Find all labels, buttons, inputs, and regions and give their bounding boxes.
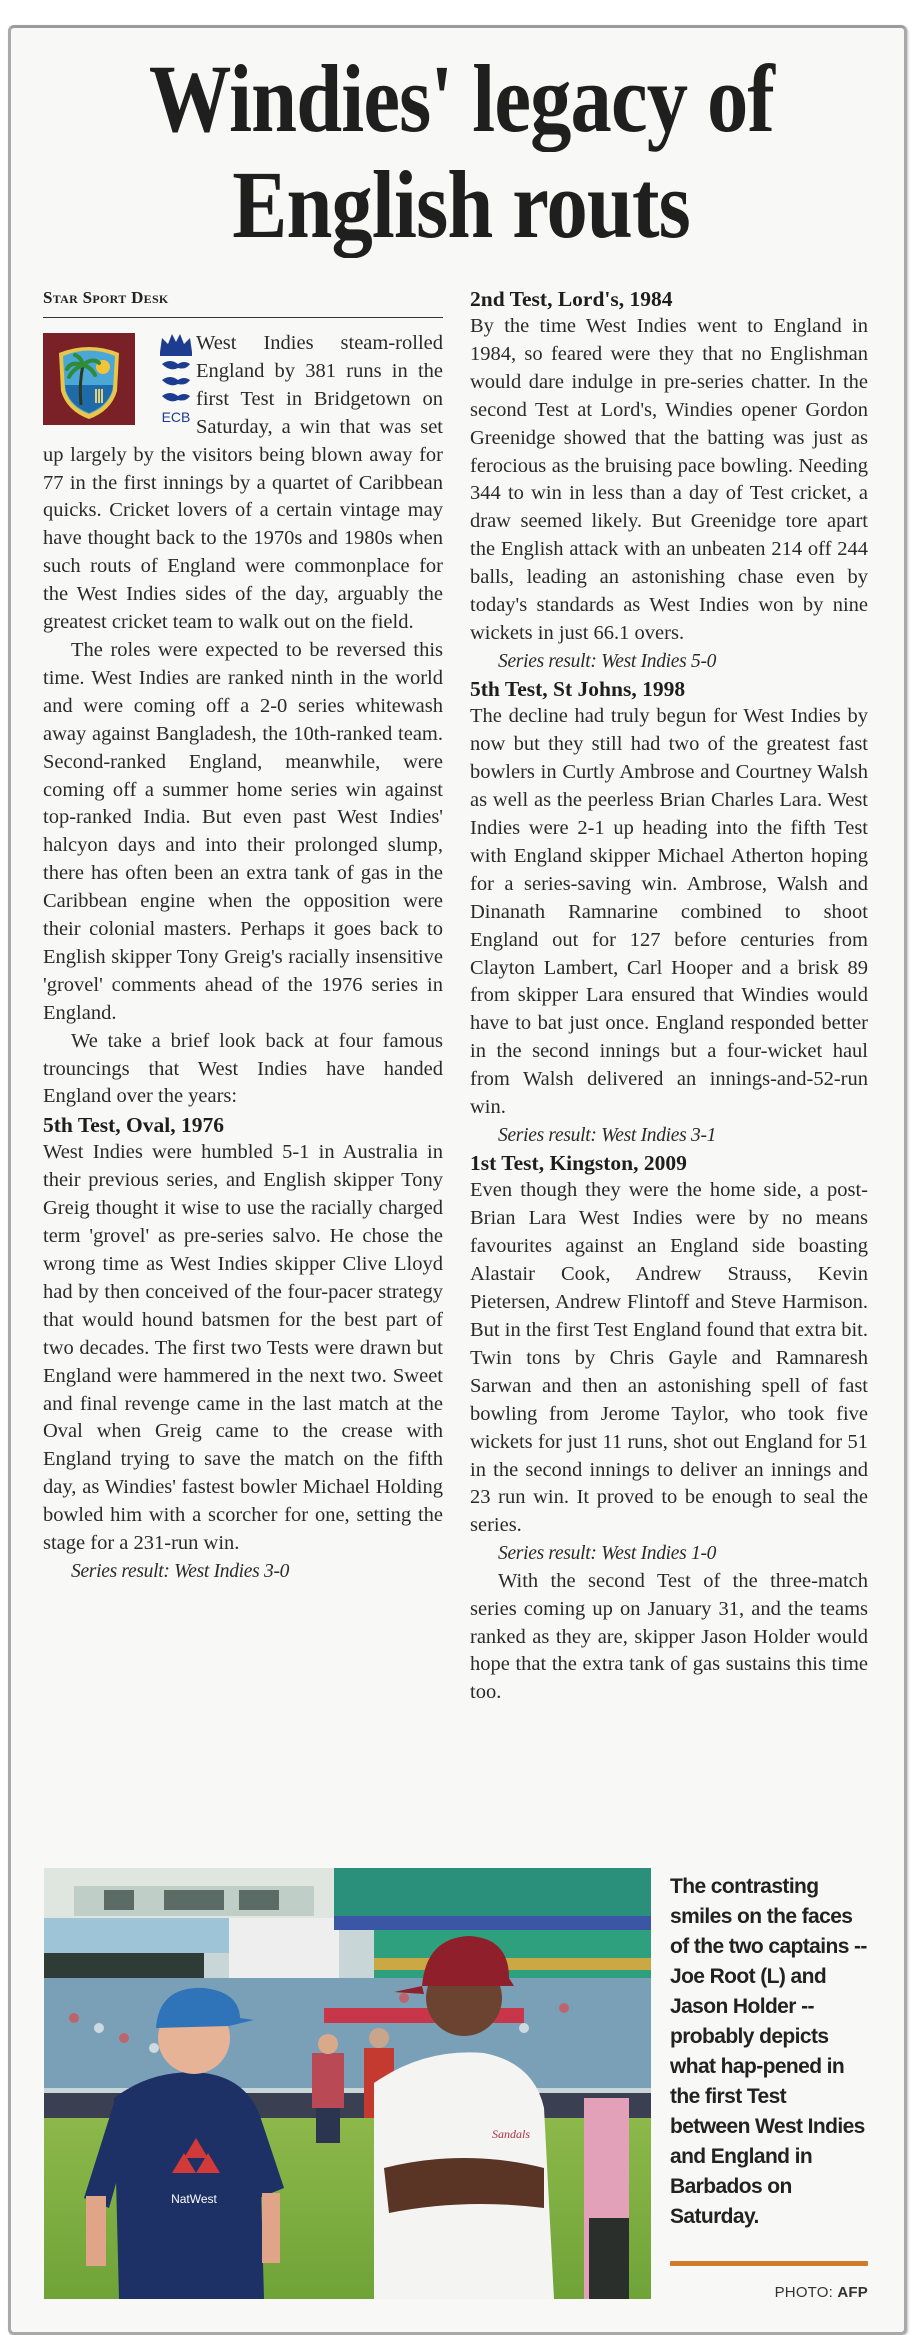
section-body-lords-1984: By the time West Indies went to England in 1984, so feared were they that no Englishman would dare indulge in pre-series chatter. In the second Test at Lord's, Windies opener Gordon Greenidge showed that the batting was just as ferocious as the bruising pace bowling. Needing 344 to win in less than a day of Test cricket, a draw seemed likely. But Greenidge tore apart the English attack with an unbeaten 214 off 244 balls, leading an astonishing chase even by today's standards as West Indies won by nine wickets in just 66.1 overs.	[470, 315, 868, 644]
byline-rule	[43, 317, 443, 318]
series-result-lords-1984: Series result: West Indies 5-0	[498, 650, 717, 672]
photo-illustration	[44, 1868, 651, 2299]
right-column	[470, 285, 868, 1707]
caption-accent-rule	[670, 2261, 868, 2266]
intro-paragraph-3: We take a brief look back at four famous trouncings that West Indies have handed England over the years:	[43, 1029, 443, 1108]
intro-paragraph-2: The roles were expected to be reversed this time. West Indies are ranked ninth in the world and were coming off a 2-0 series whitewash away against Bangladesh, the 10th-ranked team. Second-ranked England, meanwhile, were coming off a summer home series win against top-ranked India. But even past West Indies' halcyon days and into their prolonged slump, there has often been an extra tank of gas in the Caribbean engine when the opposition were their colonial masters. Perhaps it goes back to English skipper Tony Greig's racially insensitive 'grovel' comments ahead of the 1976 series in England.	[43, 638, 443, 1024]
left-column	[43, 285, 443, 1585]
ecb-logo-icon	[156, 330, 196, 425]
series-result-kingston-2009: Series result: West Indies 1-0	[498, 1543, 717, 1565]
section-heading-kingston-2009: 1st Test, Kingston, 2009	[470, 1151, 687, 1176]
section-heading-lords-1984: 2nd Test, Lord's, 1984	[470, 287, 673, 311]
photo-credit-label: PHOTO:	[774, 2284, 834, 2301]
captains-photo	[44, 1868, 651, 2299]
section-body-oval-1976: West Indies were humbled 5-1 in Australia in their previous series, and English skipper Tony Greig thought it wise to use the racially charged term 'grovel' as pre-series salvo. He chose the wrong time as West Indies skipper Clive Lloyd had by then conceived of the four-pacer strategy that would hound batsmen for the best part of two decades. The first two Tests were drawn but England were hammered in the next two. Sweet and final revenge came in the last match at the Oval when Greig came to the crease with England trying to save the match on the fifth day, as Windies' fastest bowler Michael Holding bowled him with a scorcher for one, setting the stage for a 231-run win.	[43, 1141, 443, 1555]
byline: Star Sport Desk	[43, 288, 169, 307]
series-result-oval-1976: Series result: West Indies 3-0	[71, 1560, 290, 1582]
west-indies-crest-icon	[43, 333, 135, 425]
photo-caption: The contrasting smiles on the faces of the two captains -- Joe Root (L) and Jason Holder -- probably depicts what hap-pened in the first Test between West Indies and England in Barbados on Saturday.	[670, 1875, 867, 2228]
intro-paragraph-1: West Indies steam-rolled England by 381 runs in the first Test in Bridgetown on Saturday, a win that was set up largely by the visitors being blown away for 77 in the first innings by a quartet of Caribbean quicks. Cricket lovers of a certain vintage may have thought back to the 1970s and 1980s when such routs of England were commonplace for the West Indies sides of the day, arguably the greatest cricket team to walk out on the field.	[43, 332, 443, 634]
headline-line-1: Windies' legacy of	[148, 45, 774, 152]
headline	[0, 46, 922, 258]
svg-text:NatWest: NatWest	[171, 2192, 217, 2206]
section-heading-stjohns-1998: 5th Test, St Johns, 1998	[470, 677, 686, 702]
team-logos	[43, 330, 196, 434]
section-body-kingston-2009: Even though they were the home side, a post-Brian Lara West Indies were by no means favourites against an England side boasting Alastair Cook, Andrew Strauss, Kevin Pietersen, Andrew Flintoff and Steve Harmison. But in the first Test England found that extra bit. Twin tons by Chris Gayle and Ramnaresh Sarwan and then an astonishing spell of fast bowling from Jerome Taylor, who took five wickets for just 11 runs, shot out England for 51 in the second innings to deliver an innings and 23 run win. It proved to be enough to seal the series.	[470, 1179, 868, 1537]
photo-credit-source: AFP	[837, 2284, 868, 2301]
closing-paragraph: With the second Test of the three-match series coming up on January 31, and the teams ranked as they are, skipper Jason Holder would hope that the extra tank of gas sustains this time too.	[470, 1569, 868, 1704]
headline-line-2: English routs	[232, 151, 690, 258]
series-result-stjohns-1998: Series result: West Indies 3-1	[498, 1124, 717, 1146]
svg-text:Sandals: Sandals	[492, 2127, 531, 2141]
photo-credit	[775, 2284, 868, 2301]
section-heading-oval-1976: 5th Test, Oval, 1976	[43, 1113, 224, 1138]
svg-text:ECB: ECB	[161, 409, 191, 425]
section-body-stjohns-1998: The decline had truly begun for West Indies by now but they still had two of the greatest fast bowlers in Curtly Ambrose and Courtney Walsh as well as the peerless Brian Charles Lara. West Indies were 2-1 up heading into the fifth Test with England skipper Michael Atherton hoping for a series-saving win. Ambrose, Walsh and Dinanath Ramnarine combined to shoot England out for 127 before centuries from Clayton Lambert, Carl Hooper and a brisk 89 from skipper Lara ensured that Windies would have to bat just once. England responded better in the second innings but a four-wicket haul from Walsh delivered an innings-and-52-run win.	[470, 705, 868, 1119]
